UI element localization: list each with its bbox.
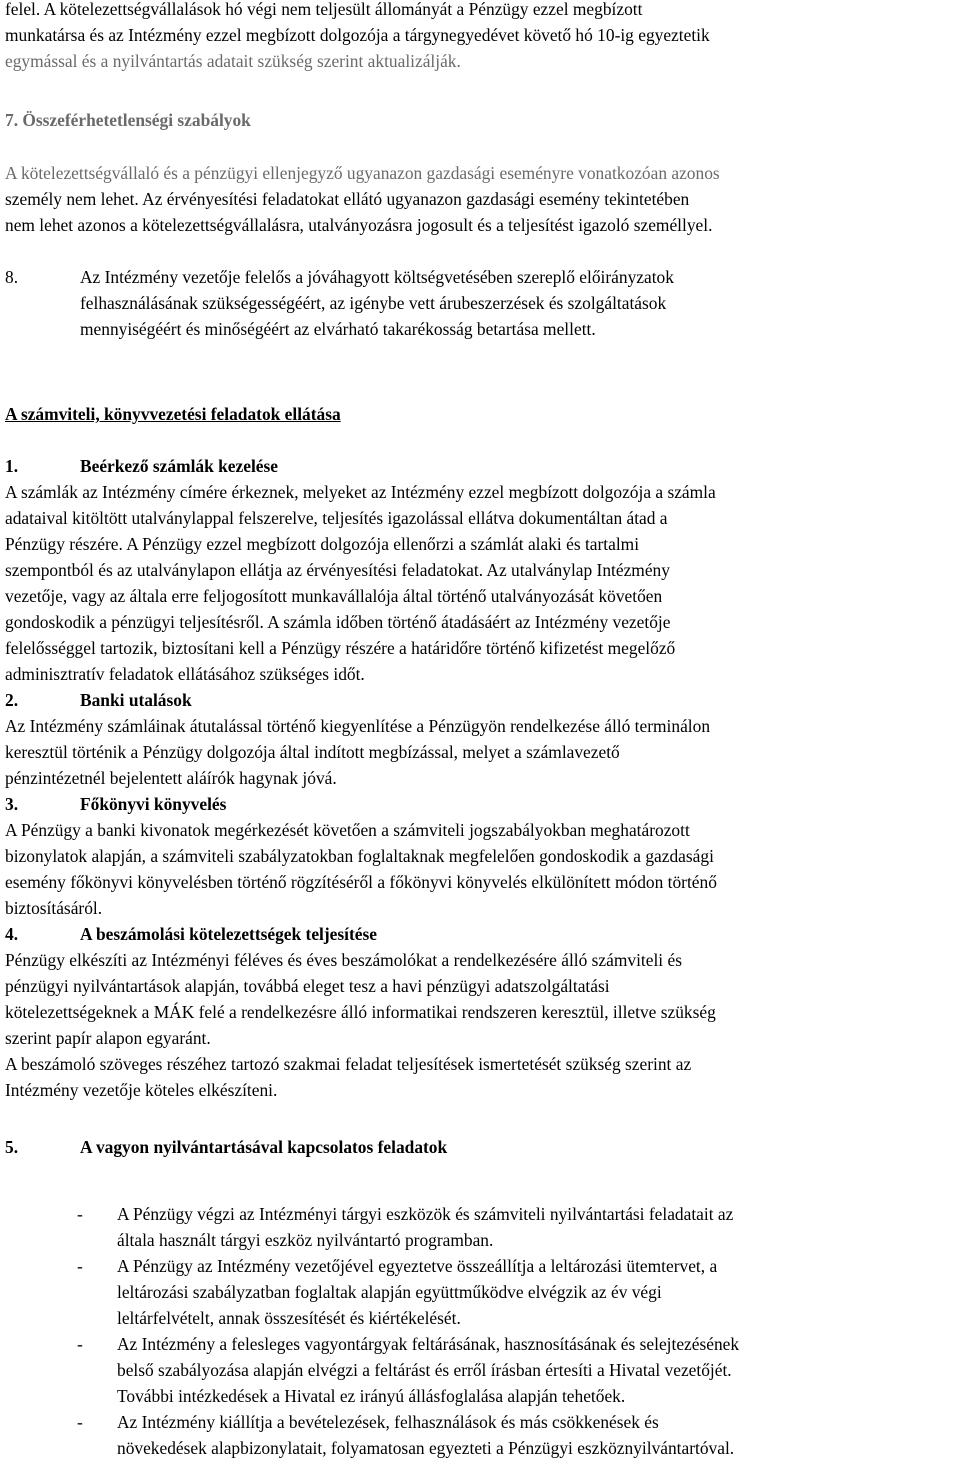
paragraph-line: kötelezettségeknek a MÁK felé a rendelkezésre álló informatikai rendszeren keresztül, illetve szükség	[5, 1002, 716, 1022]
list-bullet-dash: -	[77, 1334, 83, 1354]
paragraph-line: egymással és a nyilvántartás adatait szükség szerint aktualizálják.	[5, 51, 461, 71]
paragraph-line: A beszámoló szöveges részéhez tartozó szakmai feladat teljesítések ismertetését szükség szerint az	[5, 1054, 692, 1074]
paragraph-line: bizonylatok alapján, a számviteli szabályzatokban foglaltaknak megfelelően gondoskodik a gazdasági	[5, 846, 714, 866]
list-bullet-dash: -	[77, 1412, 83, 1432]
section-number-3: 3.	[5, 794, 19, 814]
list-item-line: leltárfelvételt, annak összesítését és kiértékelését.	[117, 1308, 461, 1328]
paragraph-line: Az Intézmény számláinak átutalással történő kiegyenlítése a Pénzügyön rendelkezése álló terminálon	[5, 716, 711, 736]
list-item-line: A Pénzügy az Intézmény vezetőjével egyeztetve összeállítja a leltározási ütemtervet, a	[117, 1256, 718, 1276]
paragraph-line: A Pénzügy a banki kivonatok megérkezését követően a számviteli jogszabályokban meghatározott	[5, 820, 690, 840]
section-number-4: 4.	[5, 924, 19, 944]
paragraph-line: Pénzügy részére. A Pénzügy ezzel megbízott dolgozója ellenőrzi a számlát alaki és tartalmi	[5, 534, 640, 554]
section-title-5: A vagyon nyilvántartásával kapcsolatos feladatok	[80, 1137, 448, 1157]
paragraph-line: mennyiségéért és minőségéért az elvárható takarékosság betartása mellett.	[80, 319, 596, 339]
paragraph-line: adminisztratív feladatok ellátásához szükséges időt.	[5, 664, 365, 684]
paragraph-line: Pénzügy elkészíti az Intézményi féléves és éves beszámolókat a rendelkezésére álló számviteli és	[5, 950, 682, 970]
paragraph-line: adataival kitöltött utalványlappal felszerelve, teljesítés igazolással ellátva dokumentáltan átad a	[5, 508, 668, 528]
paragraph-line: vezetője, vagy az általa erre feljogosított munkavállalója által történő utalványozását követően	[5, 586, 663, 606]
paragraph-line: keresztül történik a Pénzügy dolgozója által indított megbízással, melyet a számlavezető	[5, 742, 620, 762]
section-number-1: 1.	[5, 456, 19, 476]
section-title-4: A beszámolási kötelezettségek teljesítése	[80, 924, 377, 944]
section-number-5: 5.	[5, 1137, 19, 1157]
paragraph-line: Intézmény vezetője köteles elkészíteni.	[5, 1080, 278, 1100]
paragraph-line: szempontból és az utalványlapon ellátja az érvényesítési feladatokat. Az utalványlap Intézmény	[5, 560, 670, 580]
paragraph-line: pénzügyi nyilvántartások alapján, továbbá eleget tesz a havi pénzügyi adatszolgáltatási	[5, 976, 610, 996]
paragraph-line: biztosításáról.	[5, 898, 103, 918]
section-title-1: Beérkező számlák kezelése	[80, 456, 278, 476]
paragraph-line: A kötelezettségvállaló és a pénzügyi ellenjegyző ugyanazon gazdasági eseményre vonatkozóan azonos	[5, 163, 720, 183]
paragraph-line: személy nem lehet. Az érvényesítési feladatokat ellátó ugyanazon gazdasági esemény tekintetében	[5, 189, 690, 209]
section-number-8: 8.	[5, 267, 19, 287]
section-title-7: 7. Összeférhetetlenségi szabályok	[5, 110, 251, 130]
section-title-2: Banki utalások	[80, 690, 192, 710]
list-bullet-dash: -	[77, 1204, 83, 1224]
section-title-3: Főkönyvi könyvelés	[80, 794, 227, 814]
list-item-line: A Pénzügy végzi az Intézményi tárgyi eszközök és számviteli nyilvántartási feladatait az	[117, 1204, 734, 1224]
paragraph-line: gondoskodik a pénzügyi teljesítésről. A számla időben történő átadásáért az Intézmény vezetője	[5, 612, 671, 632]
list-item-line: További intézkedések a Hivatal ez irányú állásfoglalása alapján tehetőek.	[117, 1386, 626, 1406]
section-number-2: 2.	[5, 690, 19, 710]
list-item-line: leltározási szabályzatban foglaltak alapján együttműködve elvégzik az év végi	[117, 1282, 662, 1302]
paragraph-line: felel. A kötelezettségvállalások hó végi nem teljesült állományát a Pénzügy ezzel megbízott	[5, 0, 643, 19]
list-item-line: Az Intézmény kiállítja a bevételezések, felhasználások és más csökkenések és	[117, 1412, 659, 1432]
main-heading: A számviteli, könyvvezetési feladatok ellátása	[5, 404, 341, 424]
paragraph-line: munkatársa és az Intézmény ezzel megbízott dolgozója a tárgynegyedévet követő hó 10-ig egyeztetik	[5, 25, 710, 45]
paragraph-line: Az Intézmény vezetője felelős a jóváhagyott költségvetésében szereplő előirányzatok	[80, 267, 674, 287]
paragraph-line: felhasználásának szükségességéért, az igénybe vett árubeszerzések és szolgáltatások	[80, 293, 667, 313]
paragraph-line: szerint papír alapon egyaránt.	[5, 1028, 211, 1048]
paragraph-line: nem lehet azonos a kötelezettségvállalásra, utalványozásra jogosult és a teljesítést igazoló személlyel.	[5, 215, 713, 235]
paragraph-line: felelősséggel tartozik, biztosítani kell a Pénzügy részére a határidőre történő kifizetést megelőző	[5, 638, 676, 658]
paragraph-line: A számlák az Intézmény címére érkeznek, melyeket az Intézmény ezzel megbízott dolgozója a számla	[5, 482, 716, 502]
list-item-line: növekedések alapbizonylatait, folyamatosan egyezteti a Pénzügyi eszköznyilvántartóval.	[117, 1438, 735, 1458]
paragraph-line: esemény főkönyvi könyvelésben történő rögzítéséről a főkönyvi könyvelés elkülönített módon történő	[5, 872, 717, 892]
list-item-line: belső szabályozása alapján elvégzi a feltárást és erről írásban értesíti a Hivatal vezetőjét.	[117, 1360, 732, 1380]
paragraph-line: pénzintézetnél bejelentett aláírók hagynak jóvá.	[5, 768, 337, 788]
list-bullet-dash: -	[77, 1256, 83, 1276]
list-item-line: Az Intézmény a felesleges vagyontárgyak feltárásának, hasznosításának és selejtezésének	[117, 1334, 740, 1354]
list-item-line: általa használt tárgyi eszköz nyilvántartó programban.	[117, 1230, 494, 1250]
